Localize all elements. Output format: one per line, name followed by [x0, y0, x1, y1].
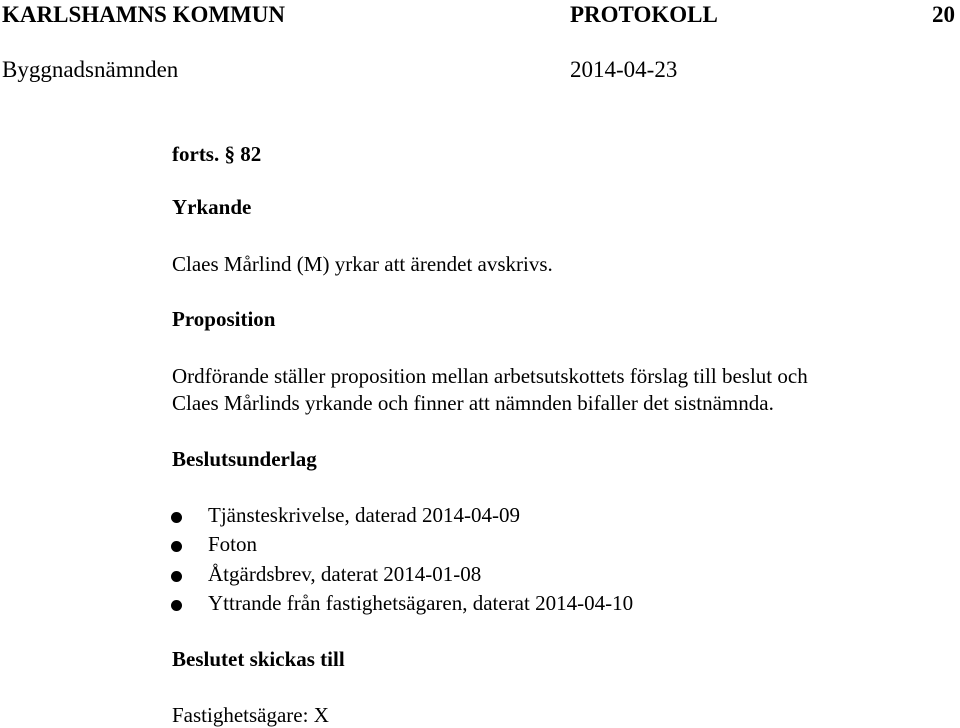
page-number: 20	[932, 2, 955, 27]
recipients-heading: Beslutet skickas till	[172, 647, 345, 671]
beslutsunderlag-heading: Beslutsunderlag	[172, 447, 317, 471]
list-item-text: Yttrande från fastighetsägaren, daterat 2014-04-10	[208, 591, 634, 615]
yrkande-heading: Yrkande	[172, 195, 252, 219]
bullet-icon	[171, 512, 182, 523]
organization-name: KARLSHAMNS KOMMUN	[2, 2, 286, 27]
list-item-text: Åtgärdsbrev, daterat 2014-01-08	[208, 562, 482, 586]
recipient-text: Fastighetsägare: X	[172, 703, 329, 727]
proposition-line-2: Claes Mårlinds yrkande och finner att nämnden bifaller det sistnämnda.	[172, 391, 774, 415]
section-reference	[172, 144, 261, 165]
yrkande-text: Claes Mårlind (M) yrkar att ärendet avskrivs.	[172, 252, 553, 276]
meeting-date: 2014-04-23	[570, 57, 678, 82]
proposition-line-1: Ordförande ställer proposition mellan arbetsutskottets förslag till beslut och	[172, 364, 808, 388]
continuation-label: forts.	[172, 142, 220, 166]
list-item-text: Tjänsteskrivelse, daterad 2014-04-09	[208, 503, 520, 527]
bullet-icon	[171, 541, 182, 552]
bullet-icon	[171, 571, 182, 582]
document-type: PROTOKOLL	[570, 2, 718, 27]
proposition-heading: Proposition	[172, 307, 276, 331]
list-item-text: Foton	[208, 532, 258, 556]
paragraph-number: 82	[240, 142, 262, 166]
bullet-icon	[171, 600, 182, 611]
committee-name: Byggnadsnämnden	[2, 57, 179, 82]
paragraph-symbol: §	[224, 142, 235, 166]
